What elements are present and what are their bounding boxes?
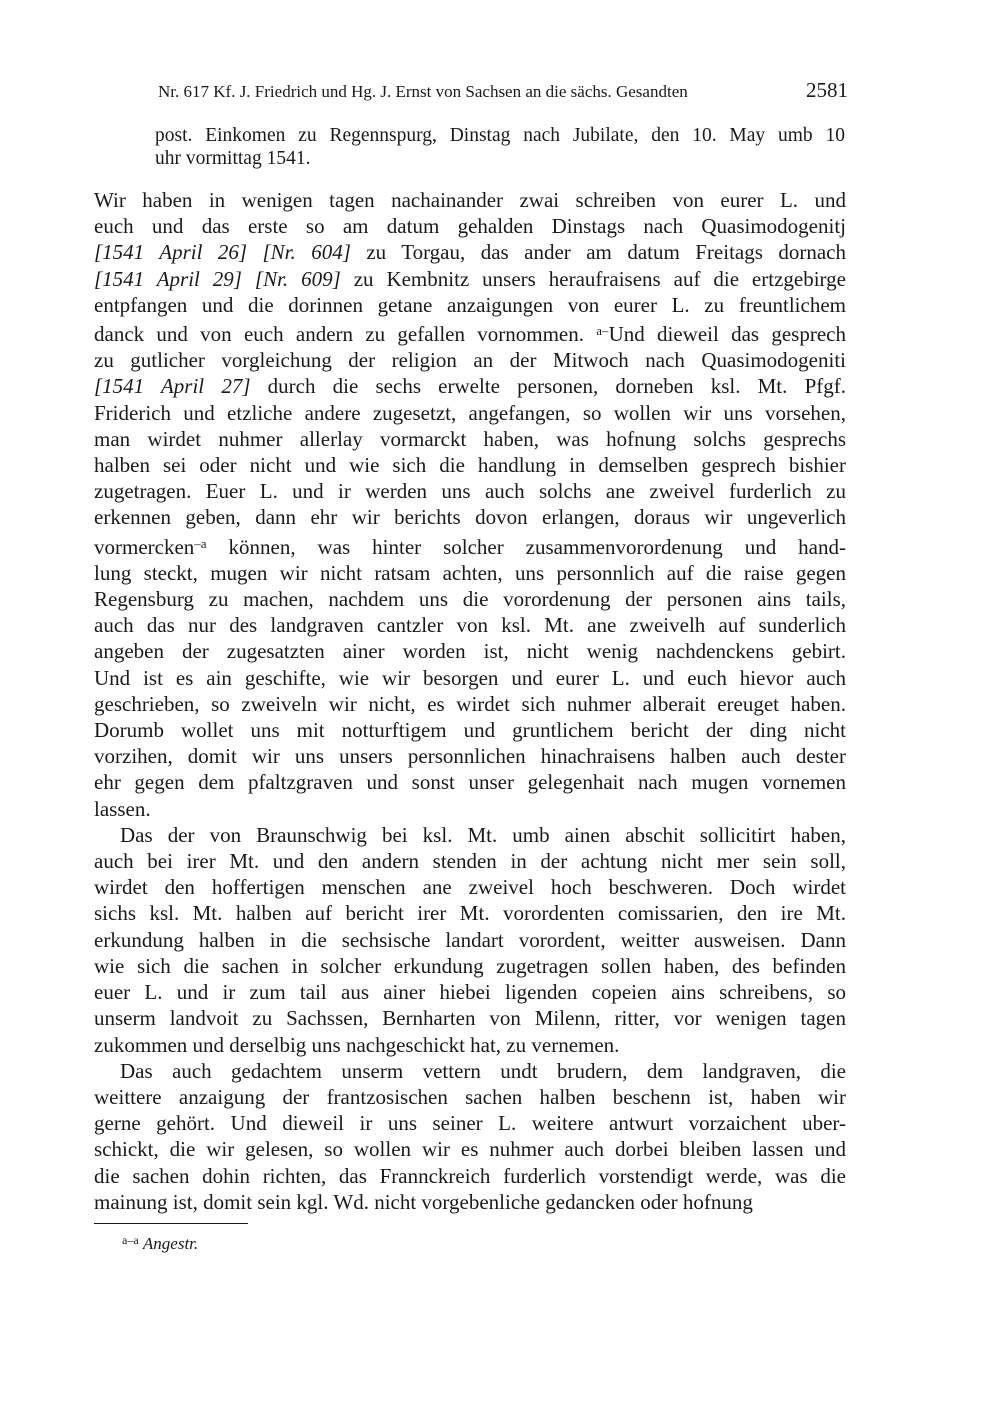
body-text: gerne gehört. Und dieweil ir uns seiner L. weitere antwurt vorzaichent uber- [94, 1111, 846, 1136]
body-line [94, 691, 846, 717]
body-text: zugetragen. Euer L. und ir werden uns auch solchs ane zweivel furderlich zu [94, 479, 846, 504]
body-text: durch die sechs erwelte personen, dorneben ksl. Mt. Pfgf. [250, 374, 846, 399]
body-line [94, 743, 846, 769]
body-text: Und ist es ain geschifte, wie wir besorgen und eurer L. und euch hievor auch [94, 665, 846, 690]
body-text: erkundung halben in die sechsische landart vorordent, weitter ausweisen. Dann [94, 927, 846, 952]
dateline-line-1: post. Einkomen zu Regennspurg, Dinstag nach Jubilate, den 10. May umb 10 [155, 125, 845, 146]
body-text: auch bei irer Mt. und den andern stenden in der achtung nicht mer sein soll, [94, 849, 846, 874]
body-line [94, 979, 846, 1005]
body-line [94, 452, 846, 478]
body-text: weittere anzaigung der frantzosischen sachen halben beschenn ist, haben wir [94, 1084, 846, 1109]
letter-body [94, 187, 846, 1215]
body-line [94, 426, 846, 452]
body-text: sichs ksl. Mt. halben auf bericht irer Mt. vorordenten comissarien, den ire Mt. [94, 901, 846, 926]
body-line [94, 586, 846, 612]
body-line [94, 478, 846, 504]
footnote [122, 1229, 198, 1255]
body-line [94, 266, 846, 292]
body-text: vorzihen, domit wir uns unsers personnlichen hinachraisens halben auch dester [94, 744, 846, 769]
editorial-reference: [1541 April 27] [94, 374, 251, 399]
body-text: Und dieweil das gesprech [608, 322, 846, 347]
body-text: danck und von euch andern zu gefallen vornommen. [94, 322, 597, 347]
body-line [94, 1058, 846, 1084]
body-line [94, 874, 846, 900]
footnote-rule [94, 1223, 248, 1224]
body-line [94, 927, 846, 953]
body-text: auch das nur des landgraven cantzler von ksl. Mt. ane zweivelh auf sunderlich [94, 613, 846, 638]
body-line [94, 848, 846, 874]
body-text: Dorumb wollet uns mit notturftigem und gruntlichem bericht der ding nicht [94, 718, 846, 743]
body-text: euer L. und ir zum tail aus ainer hiebei ligenden copeien ains schreibens, so [94, 980, 846, 1005]
body-text: halben sei oder nicht und wie sich die handlung in demselben gesprech bishier [94, 453, 846, 478]
body-line [94, 187, 846, 213]
running-header [158, 80, 848, 104]
body-line [94, 347, 846, 373]
body-line [94, 1110, 846, 1136]
body-line [94, 1005, 846, 1031]
dateline-line-2: uhr vormittag 1541. [155, 148, 311, 169]
footnote-mark: a– [596, 323, 609, 339]
footnote-mark: –a [194, 535, 207, 551]
editorial-reference: [1541 April 26] [Nr. 604] [94, 240, 351, 265]
body-line [94, 239, 846, 265]
body-text: angeben der zugesatzten ainer worden ist, nicht wenig nachdenckens gebirt. [94, 639, 846, 664]
body-text: wirdet den hoffertigen menschen ane zweivel hoch beschweren. Doch wirdet [94, 875, 846, 900]
running-title: Nr. 617 Kf. J. Friedrich und Hg. J. Ernst von Sachsen an die sächs. Gesandten [158, 82, 688, 101]
body-text: lassen. [94, 796, 151, 821]
body-text: mainung ist, domit sein kgl. Wd. nicht vorgebenliche gedancken oder hofnung [94, 1189, 753, 1214]
body-text: zukommen und derselbig uns nachgeschickt hat, zu vernemen. [94, 1032, 620, 1057]
body-text: lung steckt, mugen wir nicht ratsam achten, uns personnlich auf die raise gegen [94, 560, 846, 585]
body-text: zu gutlicher vorgleichung der religion an der Mitwoch nach Quasimodogeniti [94, 348, 846, 373]
body-text: man wirdet nuhmer allerlay vormarckt haben, was hofnung solchs gesprechs [94, 426, 846, 451]
body-line [94, 292, 846, 318]
body-text: ehr gegen dem pfaltzgraven und sonst unser gelegenhait nach mugen vornemen [94, 770, 846, 795]
body-text: euch und das erste so am datum gehalden Dinstags nach Quasimodogenitj [94, 214, 846, 239]
page-number: 2581 [806, 78, 848, 102]
body-text: Regensburg zu machen, nachdem uns die vorordenung der personen ains tails, [94, 587, 846, 612]
body-text: Das der von Braunschwig bei ksl. Mt. umb ainen abschit sollicitirt haben, [120, 822, 846, 847]
body-text: erkennen geben, dann ehr wir berichts dovon erlangen, doraus wir ungeverlich [94, 505, 846, 530]
body-line [94, 796, 846, 822]
body-line [94, 213, 846, 239]
editorial-reference: [1541 April 29] [Nr. 609] [94, 266, 341, 291]
body-text: zu Kembnitz unsers heraufraisens auf die ertzgebirge [340, 266, 846, 291]
body-line [94, 953, 846, 979]
body-text: vormercken [94, 534, 195, 559]
body-text: wie sich die sachen in solcher erkundung zugetragen sollen haben, des befinden [94, 953, 846, 978]
footnote-marker: a–a [122, 1233, 139, 1247]
body-line [94, 638, 846, 664]
body-text: unserm landvoit zu Sachssen, Bernharten von Milenn, ritter, vor wenigen tagen [94, 1006, 846, 1031]
body-text: geschrieben, so zweiveln wir nicht, es wirdet sich nuhmer alberait ereuget haben. [94, 691, 846, 716]
body-line [94, 373, 846, 399]
body-text: schickt, die wir gelesen, so wollen wir es nuhmer auch dorbei bleiben lassen und [94, 1137, 846, 1162]
body-line [94, 400, 846, 426]
body-line [94, 1032, 846, 1058]
body-line [94, 1136, 846, 1162]
body-line [94, 900, 846, 926]
body-line [94, 665, 846, 691]
body-text: Das auch gedachtem unserm vettern undt brudern, dem landgraven, die [120, 1058, 846, 1083]
footnote-text: Angestr. [142, 1234, 199, 1253]
body-text: entpfangen und die dorinnen getane anzaigungen von eurer L. zu freuntlichem [94, 292, 846, 317]
body-line [94, 769, 846, 795]
body-text: Wir haben in wenigen tagen nachainander zwai schreiben von eurer L. und [94, 188, 846, 212]
body-text: Friderich und etzliche andere zugesetzt, angefangen, so wollen wir uns vorsehen, [94, 400, 846, 425]
dateline [155, 124, 845, 170]
body-line [94, 504, 846, 530]
body-line [94, 717, 846, 743]
body-line [94, 1189, 846, 1215]
body-line [94, 560, 846, 586]
body-line [94, 1084, 846, 1110]
body-line [94, 531, 846, 560]
body-line [94, 612, 846, 638]
body-text: zu Torgau, das ander am datum Freitags dornach [350, 240, 846, 265]
body-line [94, 822, 846, 848]
body-text: die sachen dohin richten, das Frannckreich furderlich vorstendigt werde, was die [94, 1163, 846, 1188]
body-text: können, was hinter solcher zusammenvorordenung und hand- [206, 534, 846, 559]
body-line [94, 1163, 846, 1189]
body-line [94, 318, 846, 347]
